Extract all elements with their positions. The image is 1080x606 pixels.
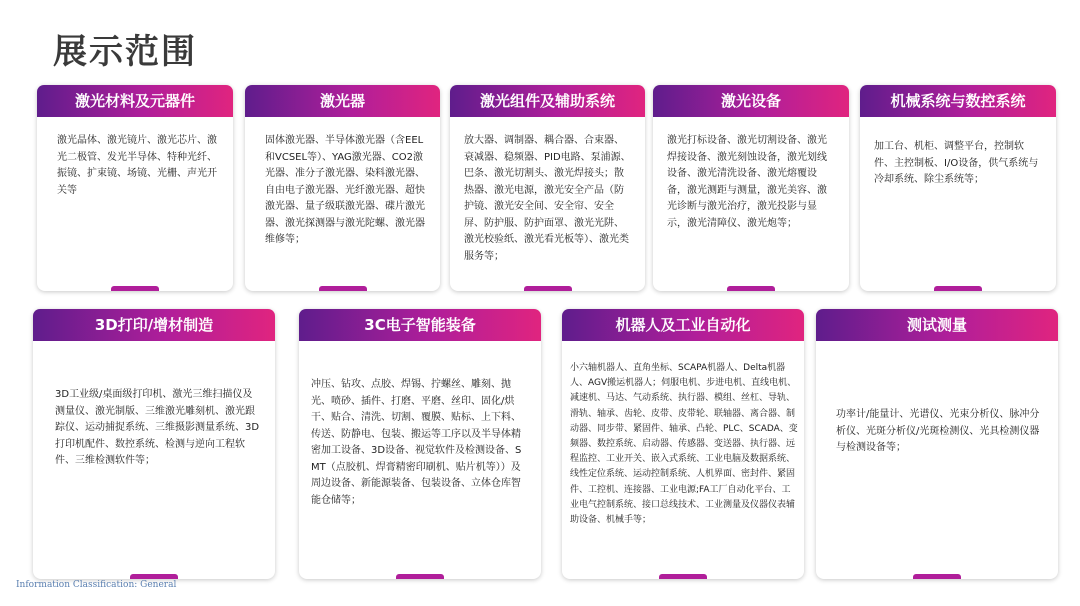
card-body: 固体激光器、半导体激光器（含EEL和VCSEL等）、YAG激光器、CO2激光器、准分子激光器、染料激光器、自由电子激光器、光纤激光器、超快激光器、量子级联激光器、碟片激光器、激光探测器与激光陀螺、激光器维修等； — [265, 135, 425, 245]
card-tab-accent — [659, 574, 707, 579]
card-3c-electronics — [299, 309, 541, 579]
card-lasers — [245, 85, 440, 291]
card-body: 激光晶体、激光镜片、激光芯片、激光二极管、发光半导体、特种光纤、振镜、扩束镜、场镜、光栅、声光开关等 — [57, 135, 217, 196]
card-tab-accent — [913, 574, 961, 579]
card-laser-components — [450, 85, 645, 291]
card-tab-accent — [524, 286, 572, 291]
card-header: 激光组件及辅助系统 — [450, 85, 645, 117]
card-body: 加工台、机柜、调整平台，控制软件、主控制板、I/O设备，供气系统与冷却系统、除尘系统等； — [874, 141, 1039, 185]
card-tab-accent — [396, 574, 444, 579]
card-header: 机器人及工业自动化 — [562, 309, 804, 341]
card-header: 激光材料及元器件 — [37, 85, 233, 117]
card-header: 激光设备 — [653, 85, 849, 117]
card-3d-printing — [33, 309, 275, 579]
card-tab-accent — [319, 286, 367, 291]
card-body: 小六轴机器人、直角坐标、SCAPA机器人、Delta机器人、AGV搬运机器人；伺服电机、步进电机、直线电机、减速机、马达、气动系统、执行器、模组、丝杠、导轨、滑轨、轴承、齿轮、皮带、皮带轮、联轴器、离合器、制动器、同步带、紧固件、轴承、凸轮、PLC、SCADA、变频器、数控系统、启动器、传感器、变送器、执行器、远程监控、工业开关、嵌入式系统、工业电脑及数据系统、线性定位系统、运动控制系统、人机界面、密封件、紧固件、工控机、连接器、工业电源;FA工厂自动化平台、工业电气控制系统、接口总线技术、工业测量及仪器仪表辅助设备、机械手等； — [570, 363, 798, 526]
card-tab-accent — [934, 286, 982, 291]
card-tab-accent — [727, 286, 775, 291]
card-body: 3D工业级/桌面级打印机、激光三维扫描仪及测量仪、激光制版、三维激光雕刻机、激光跟踪仪、运动捕捉系统、三维摄影测量系统、3D打印机配件、数控系统、检测与逆向工程软件、三维检测软件等； — [55, 389, 260, 466]
card-header: 机械系统与数控系统 — [860, 85, 1056, 117]
card-header: 3C电子智能装备 — [299, 309, 541, 341]
classification-footer: Information Classification: General — [16, 580, 177, 590]
card-mechanical-cnc — [860, 85, 1056, 291]
card-body: 激光打标设备、激光切割设备、激光焊接设备、激光刻蚀设备，激光划线设备、激光清洗设备、激光熔覆设备，激光测距与测量，激光美容、激光诊断与激光治疗，激光投影与显示，激光清障仪、激光炮等； — [667, 135, 827, 229]
card-header: 激光器 — [245, 85, 440, 117]
card-test-measurement — [816, 309, 1058, 579]
card-robotics-automation — [562, 309, 804, 579]
card-body: 放大器、调制器、耦合器、合束器、衰减器、稳频器、PID电路、泵浦源、巴条、激光切割头、激光焊接头；散热器、激光电源，激光安全产品（防护镜、激光安全间、安全帘、安全屏、防护服、防护面罩、激光光阱、激光校验纸、激光看光板等）、激光类服务等； — [464, 135, 631, 262]
card-header: 3D打印/增材制造 — [33, 309, 275, 341]
page-title: 展示范围 — [53, 32, 197, 72]
card-body: 功率计/能量计、光谱仪、光束分析仪、脉冲分析仪、光斑分析仪/光斑检测仪、光具检测仪器与检测设备等； — [836, 409, 1040, 453]
card-header: 测试测量 — [816, 309, 1058, 341]
card-laser-materials — [37, 85, 233, 291]
card-tab-accent — [111, 286, 159, 291]
card-tab-accent — [130, 574, 178, 579]
card-body: 冲压、钻攻、点胶、焊锡、拧螺丝、雕刻、抛光、喷砂、插件、打磨、平磨、丝印、固化/烘干、贴合、清洗、切割、覆膜、贴标、上下料、传送、防静电、包装、搬运等工序以及半导体精密加工设备、3D设备、视觉软件及检测设备、SMT（点胶机、焊膏精密印刷机、贴片机等））及周边设备、新能源装备、包装设备、立体仓库智能仓储等； — [311, 379, 522, 506]
card-laser-equipment — [653, 85, 849, 291]
